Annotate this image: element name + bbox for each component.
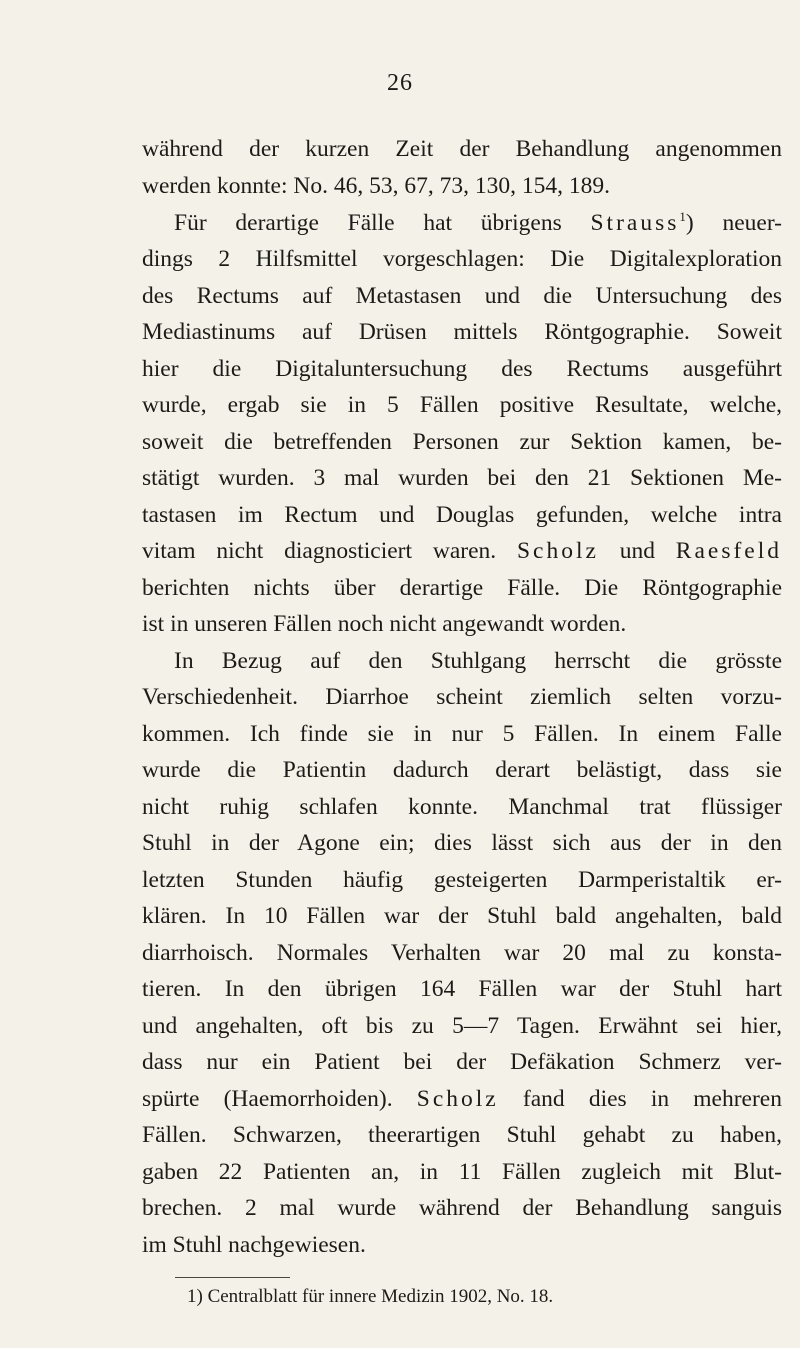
text-line: berichten nichts über derartige Fälle. Die Röntgographie (142, 575, 782, 601)
text-line: klären. In 10 Fällen war der Stuhl bald angehalten, bald (142, 903, 782, 929)
text-span: vitam nicht diagnosticiert waren. (142, 538, 517, 564)
text-line: tastasen im Rectum und Douglas gefunden, welche intra (142, 502, 782, 528)
page-number: 26 (387, 70, 413, 96)
text-line: kommen. Ich finde sie in nur 5 Fällen. In einem Falle (142, 721, 782, 747)
text-line: dass nur ein Patient bei der Defäkation Schmerz ver- (142, 1049, 782, 1075)
text-line: und angehalten, oft bis zu 5—7 Tagen. Erwähnt sei hier, (142, 1013, 782, 1039)
text-line: stätigt wurden. 3 mal wurden bei den 21 Sektionen Me- (142, 465, 782, 491)
text-line: Mediastinums auf Drüsen mittels Röntgographie. Soweit (142, 319, 782, 345)
text-line: des Rectums auf Metastasen und die Untersuchung des (142, 283, 782, 309)
footnote-marker: 1 (679, 209, 686, 224)
text-line: wurde, ergab sie in 5 Fällen positive Resultate, welche, (142, 392, 782, 418)
text-span: fand dies in mehreren (498, 1086, 782, 1112)
text-line: Fällen. Schwarzen, theerartigen Stuhl gehabt zu haben, (142, 1122, 782, 1148)
text-line: hier die Digitaluntersuchung des Rectums ausgeführt (142, 356, 782, 382)
text-line: soweit die betreffenden Personen zur Sektion kamen, be- (142, 429, 782, 455)
text-line: Verschiedenheit. Diarrhoe scheint ziemlich selten vorzu- (142, 684, 782, 710)
author-name-strauss: Strauss (590, 210, 680, 236)
text-span: und (598, 538, 676, 564)
text-span: ) neuer- (685, 210, 782, 236)
text-line: Stuhl in der Agone ein; dies lässt sich aus der in den (142, 830, 782, 856)
text-line-paragraph-start (174, 206, 782, 240)
footnote-divider (175, 1277, 290, 1278)
text-line: letzten Stunden häufig gesteigerten Darmperistaltik er- (142, 867, 782, 893)
text-line: wurde die Patientin dadurch derart belästigt, dass sie (142, 757, 782, 783)
text-span: Für derartige Fälle hat übrigens (174, 210, 591, 236)
text-line: diarrhoisch. Normales Verhalten war 20 mal zu konsta- (142, 940, 782, 966)
text-line: dings 2 Hilfsmittel vorgeschlagen: Die Digitalexploration (142, 246, 782, 272)
text-span: spürte (Haemorrhoiden). (142, 1086, 417, 1112)
text-line: im Stuhl nachgewiesen. (142, 1232, 366, 1258)
author-name-raesfeld: Raesfeld (675, 538, 782, 564)
text-line: tieren. In den übrigen 164 Fällen war der Stuhl hart (142, 976, 782, 1002)
text-line: ist in unseren Fällen noch nicht angewandt worden. (142, 611, 627, 637)
text-line: gaben 22 Patienten an, in 11 Fällen zugleich mit Blut- (142, 1159, 782, 1185)
author-name-scholz: Scholz (416, 1086, 499, 1112)
text-line (142, 1082, 782, 1116)
author-name-scholz: Scholz (516, 538, 599, 564)
text-line: nicht ruhig schlafen konnte. Manchmal trat flüssiger (142, 794, 782, 820)
text-line-paragraph-start: In Bezug auf den Stuhlgang herrscht die grösste (174, 648, 782, 674)
text-line: brechen. 2 mal wurde während der Behandlung sanguis (142, 1195, 782, 1221)
text-line: während der kurzen Zeit der Behandlung angenommen (142, 136, 782, 162)
text-line (142, 534, 782, 568)
text-line: werden konnte: No. 46, 53, 67, 73, 130, 154, 189. (142, 173, 610, 199)
footnote: 1) Centralblatt für innere Medizin 1902, No. 18. (187, 1286, 554, 1307)
